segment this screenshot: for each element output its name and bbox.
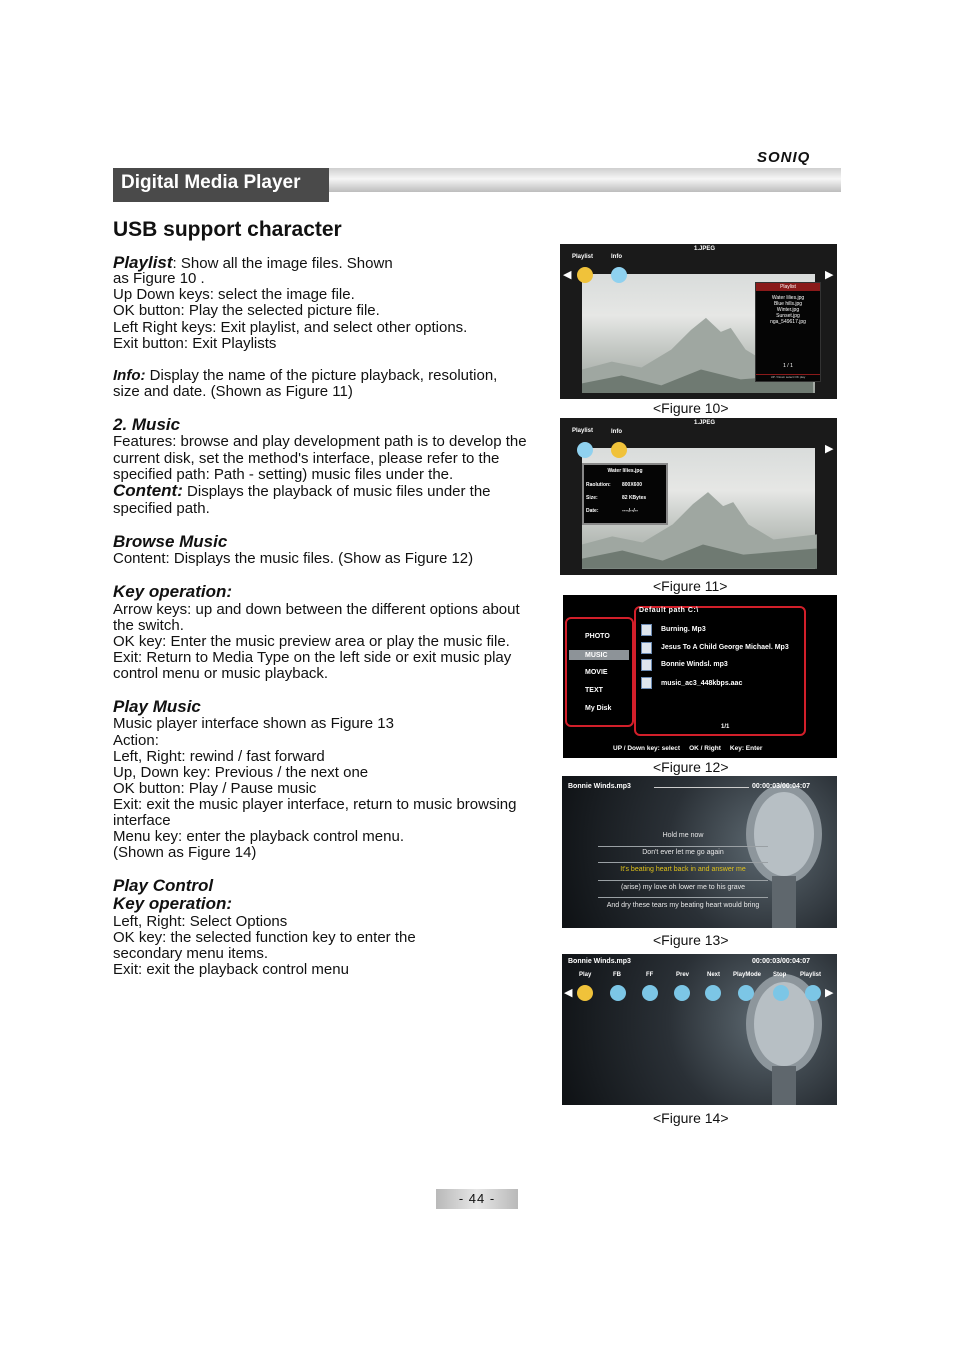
music-file-icon (641, 642, 652, 654)
music-file-icon (641, 659, 652, 671)
content-paragraph (113, 483, 491, 500)
menu-my-disk[interactable]: My Disk (585, 705, 612, 712)
playcontrol-line: secondary menu items. (113, 945, 269, 962)
music-file-icon (641, 624, 652, 636)
playlist-line: OK button: Play the selected picture file. (113, 302, 380, 319)
left-arrow-icon[interactable]: ◀ (564, 987, 573, 999)
tab-playlist[interactable]: Playlist (572, 254, 594, 260)
progress-bar[interactable] (654, 787, 749, 788)
info-tab-icon[interactable] (611, 442, 627, 458)
fast-forward-icon[interactable] (642, 985, 658, 1001)
lyric-divider (598, 846, 768, 847)
play-control-heading: Play Control (113, 876, 214, 895)
playmusic-line: Left, Right: rewind / fast forward (113, 748, 325, 765)
info-paragraph (113, 368, 497, 384)
lyric-line: (arise) my love oh lower me to his grave (620, 884, 746, 891)
playmusic-line: Music player interface shown as Figure 13 (113, 715, 394, 732)
control-stop-label: Stop (773, 972, 787, 978)
keyop-line: Exit: Return to Media Type on the left side or exit music play (113, 649, 512, 666)
figure-14-caption: <Figure 14> (653, 1110, 729, 1126)
playlist-tab-icon[interactable] (577, 442, 593, 458)
key-hint: UP / Down key: select OK / Right Key: Enter (613, 745, 763, 752)
figure-10-caption: <Figure 10> (653, 400, 729, 416)
info-text: Display the name of the picture playback, resolution, (145, 367, 498, 384)
info-size-value: 82 KBytes (622, 495, 647, 501)
playlist-file[interactable]: Water lilies.jpg (771, 295, 805, 301)
header-title: Digital Media Player (121, 172, 301, 193)
figure-10-screen (560, 244, 837, 399)
play-music-heading: Play Music (113, 697, 201, 716)
music-line: specified path: Path - setting) music files under the. (113, 466, 454, 483)
key-operation-heading: Key operation: (113, 582, 233, 601)
music-file[interactable]: Burning. Mp3 (661, 626, 706, 633)
play-icon[interactable] (577, 985, 593, 1001)
info-res-label: Raolution: (586, 482, 611, 488)
lyric-line: Don't ever let me go again (642, 849, 724, 856)
music-file-icon (641, 677, 652, 689)
info-line: size and date. (Shown as Figure 11) (113, 383, 353, 400)
control-fb-label: FB (613, 972, 621, 978)
lyric-divider (598, 880, 768, 881)
lyric-line: And dry these tears my beating heart would bring (606, 902, 760, 909)
playcontrol-line: OK key: the selected function key to enter the (113, 929, 416, 946)
tab-info[interactable]: Info (611, 429, 622, 435)
section-title: USB support character (113, 218, 342, 241)
info-tab-icon[interactable] (611, 267, 627, 283)
playmusic-line: interface (113, 812, 171, 829)
brand-logo: SONIQ (757, 149, 811, 166)
playlist-panel-title: Playlist (756, 283, 820, 291)
playcontrol-line: Left, Right: Select Options (113, 913, 288, 930)
figure-13-screen (562, 776, 837, 928)
file-list-panel (634, 606, 806, 736)
playmusic-line: Exit: exit the music player interface, return to music browsing (113, 796, 517, 813)
playlist-text: : Show all the image files. Shown (172, 255, 393, 272)
playmode-icon[interactable] (738, 985, 754, 1001)
music-line: current disk, set the method's interface, please refer to the (113, 450, 500, 467)
music-file[interactable]: Bonnie Windsl. mp3 (661, 661, 728, 668)
content-line: specified path. (113, 500, 210, 517)
figure-11-screen (560, 418, 837, 575)
playback-time: 00:00:03/00:04:07 (752, 783, 810, 790)
playlist-line: as Figure 10 . (113, 270, 205, 287)
right-arrow-icon[interactable]: ▶ (825, 987, 834, 999)
menu-text[interactable]: TEXT (585, 687, 603, 694)
content-text: Displays the playback of music files under the (182, 483, 491, 500)
playlist-tab-icon[interactable] (577, 267, 593, 283)
file-title: 1.JPEG (694, 420, 716, 426)
playlist-label: Playlist (113, 253, 173, 272)
playlist-page: 1 / 1 (783, 363, 793, 369)
playback-time: 00:00:03/00:04:07 (752, 958, 810, 965)
previous-icon[interactable] (674, 985, 690, 1001)
playlist-line: Up Down keys: select the image file. (113, 286, 355, 303)
default-path: Default path C:\ (639, 607, 699, 614)
file-list-page: 1/1 (721, 724, 730, 730)
info-date-value: ----/--/-- (622, 508, 639, 514)
playlist-file[interactable]: Winter.jpg (776, 307, 800, 313)
playlist-line: Left Right keys: Exit playlist, and select other options. (113, 319, 468, 336)
playmusic-line: OK button: Play / Pause music (113, 780, 317, 797)
right-arrow-icon[interactable]: ▶ (825, 269, 834, 281)
control-playlist-label: Playlist (800, 972, 822, 978)
menu-movie[interactable]: MOVIE (585, 669, 608, 676)
control-next-label: Next (707, 972, 721, 978)
info-size-label: Size: (586, 495, 598, 501)
next-icon[interactable] (705, 985, 721, 1001)
figure-12-screen (563, 595, 837, 758)
control-play-label: Play (579, 972, 592, 978)
control-prev-label: Prev (676, 972, 690, 978)
playlist-file[interactable]: Blue hills.jpg (773, 301, 803, 307)
stop-icon[interactable] (773, 985, 789, 1001)
keyop-line: OK key: Enter the music preview area or play the music file. (113, 633, 510, 650)
right-arrow-icon[interactable]: ▶ (825, 443, 834, 455)
song-title: Bonnie Winds.mp3 (568, 958, 631, 965)
music-line: Features: browse and play development path is to develop the (113, 433, 527, 450)
keyop-line: the switch. (113, 617, 184, 634)
figure-14-screen (562, 954, 837, 1105)
lyric-line: Hold me now (662, 832, 704, 839)
left-arrow-icon[interactable]: ◀ (563, 269, 572, 281)
figure-12-caption: <Figure 12> (653, 759, 729, 775)
song-title: Bonnie Winds.mp3 (568, 783, 631, 790)
menu-photo[interactable]: PHOTO (585, 633, 610, 640)
browse-line: Content: Displays the music files. (Show as Figure 12) (113, 550, 474, 567)
playlist-file[interactable]: nga_549617.jpg (770, 319, 806, 325)
control-ff-label: FF (646, 972, 654, 978)
playlist-file[interactable]: Sunset.jpg (776, 313, 800, 319)
rewind-icon[interactable] (610, 985, 626, 1001)
tab-playlist[interactable]: Playlist (572, 428, 594, 434)
page-number: - 44 - (458, 1191, 496, 1206)
music-file[interactable]: music_ac3_448kbps.aac (661, 680, 743, 687)
lyric-divider (598, 897, 768, 898)
info-res-value: 800X600 (622, 482, 643, 488)
playlist-line: Exit button: Exit Playlists (113, 335, 277, 352)
playlist-icon[interactable] (805, 985, 821, 1001)
play-control-key-heading: Key operation: (113, 894, 233, 913)
file-title: 1.JPEG (694, 246, 716, 252)
playmusic-line: (Shown as Figure 14) (113, 844, 257, 861)
music-file[interactable]: Jesus To A Child George Michael. Mp3 (661, 644, 789, 651)
playcontrol-line: Exit: exit the playback control menu (113, 961, 349, 978)
lyric-line-current: It's beating heart back in and answer me (620, 866, 746, 873)
playlist-hint: UP / Down select OK play (756, 374, 820, 379)
content-label: Content: (113, 481, 183, 500)
keyop-line: Arrow keys: up and down between the different options about (113, 601, 520, 618)
keyop-line: control menu or music playback. (113, 665, 329, 682)
info-filename: Water lilies.jpg (607, 468, 643, 474)
microphone-image (562, 954, 837, 1105)
lyric-divider (598, 862, 768, 863)
control-playmode-label: PlayMode (733, 972, 762, 978)
figure-11-caption: <Figure 11> (653, 578, 728, 594)
info-date-label: Date: (586, 508, 599, 514)
info-panel (582, 463, 668, 525)
menu-music[interactable]: MUSIC (585, 652, 608, 659)
figure-13-caption: <Figure 13> (653, 932, 729, 948)
playmusic-line: Menu key: enter the playback control menu. (113, 828, 404, 845)
browse-music-heading: Browse Music (113, 532, 228, 551)
playlist-panel (755, 282, 821, 382)
playmusic-line: Up, Down key: Previous / the next one (113, 764, 369, 781)
tab-info[interactable]: Info (611, 254, 622, 260)
info-label: Info: (113, 367, 146, 384)
playmusic-line: Action: (113, 732, 159, 749)
music-heading: 2. Music (113, 415, 181, 434)
